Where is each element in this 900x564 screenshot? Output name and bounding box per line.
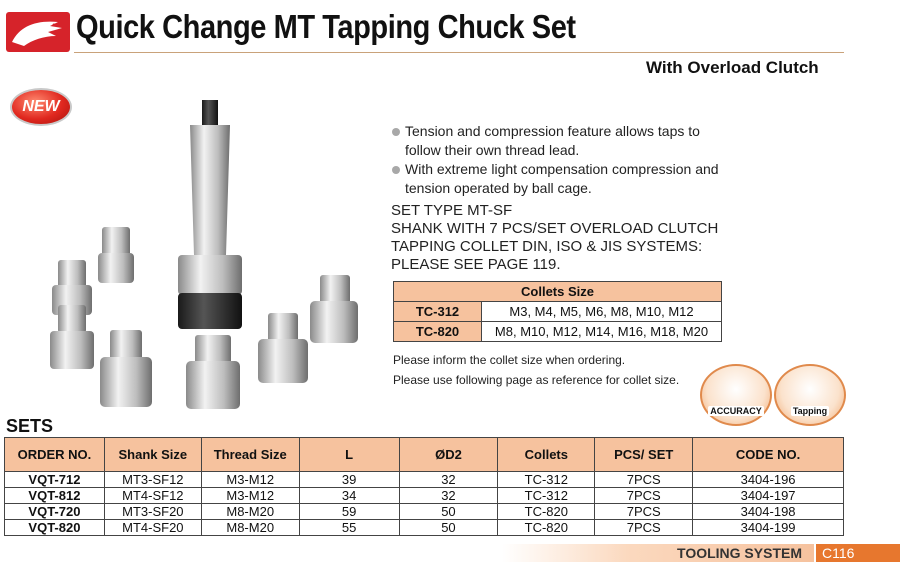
product-photo — [40, 95, 380, 415]
collet-sizes: M3, M4, M5, M6, M8, M10, M12 — [482, 302, 722, 322]
thread-size-cell: M8-M20 — [201, 504, 299, 520]
sets-header-row — [5, 438, 844, 472]
collet-code: TC-820 — [394, 322, 482, 342]
tapping-icon — [774, 364, 846, 426]
column-header-d2: ØD2 — [399, 438, 498, 472]
order-no-cell: VQT-720 — [5, 504, 105, 520]
set-type-description — [391, 202, 718, 274]
feature-bullet — [392, 160, 732, 198]
order-no-cell: VQT-820 — [5, 520, 105, 536]
column-header-collets: Collets — [498, 438, 595, 472]
table-row — [5, 472, 844, 488]
feature-bullet — [392, 122, 732, 160]
bullet-dot-icon — [392, 128, 400, 136]
footer-section-label: TOOLING SYSTEM — [502, 544, 814, 562]
code-no-cell: 3404-196 — [693, 472, 844, 488]
l-cell: 55 — [299, 520, 399, 536]
d2-cell: 32 — [399, 488, 498, 504]
table-row — [5, 504, 844, 520]
collet-7 — [310, 275, 358, 343]
set-type-line: TAPPING COLLET DIN, ISO & JIS SYSTEMS: — [391, 238, 703, 255]
code-no-cell: 3404-198 — [693, 504, 844, 520]
pcs-set-cell: 7PCS — [595, 472, 693, 488]
shank-size-cell: MT4-SF20 — [104, 520, 201, 536]
column-header-code-no: CODE NO. — [693, 438, 844, 472]
collets-cell: TC-312 — [498, 472, 595, 488]
collet-code: TC-312 — [394, 302, 482, 322]
pcs-set-cell: 7PCS — [595, 504, 693, 520]
column-header-l: L — [299, 438, 399, 472]
collet-4 — [100, 330, 152, 407]
column-header-order-no: ORDER NO. — [5, 438, 105, 472]
accuracy-label: ACCURACY — [710, 406, 762, 416]
column-header-pcs-set: PCS/ SET — [595, 438, 693, 472]
collet-1 — [98, 227, 134, 283]
brand-logo — [6, 12, 70, 52]
order-no-cell: VQT-712 — [5, 472, 105, 488]
shank-size-cell: MT3-SF12 — [104, 472, 201, 488]
table-row — [5, 520, 844, 536]
column-header-shank-size: Shank Size — [104, 438, 201, 472]
collets-cell: TC-820 — [498, 504, 595, 520]
d2-cell: 32 — [399, 472, 498, 488]
new-badge: NEW — [10, 88, 72, 126]
l-cell: 34 — [299, 488, 399, 504]
mt-shank-chuck — [178, 100, 242, 329]
set-type-line: SHANK WITH 7 PCS/SET OVERLOAD CLUTCH — [391, 220, 719, 237]
collet-5 — [186, 335, 240, 409]
collet-6 — [258, 313, 308, 383]
reference-note: Please use following page as reference for collet size. — [393, 373, 680, 387]
shank-size-cell: MT3-SF20 — [104, 504, 201, 520]
collets-cell: TC-312 — [498, 488, 595, 504]
page-number: C116 — [816, 544, 900, 562]
shank-size-cell: MT4-SF12 — [104, 488, 201, 504]
d2-cell: 50 — [399, 504, 498, 520]
thread-size-cell: M8-M20 — [201, 520, 299, 536]
bullet-dot-icon — [392, 166, 400, 174]
set-type-line: PLEASE SEE PAGE 119. — [391, 256, 561, 273]
thread-size-cell: M3-M12 — [201, 472, 299, 488]
tapping-label: Tapping — [792, 406, 828, 416]
collet-row — [394, 302, 722, 322]
collet-sizes: M8, M10, M12, M14, M16, M18, M20 — [482, 322, 722, 342]
l-cell: 39 — [299, 472, 399, 488]
l-cell: 59 — [299, 504, 399, 520]
sets-heading: SETS — [6, 416, 54, 436]
feature-text: Tension and compression feature allows taps to follow their own thread lead. — [405, 123, 700, 158]
pcs-set-cell: 7PCS — [595, 488, 693, 504]
d2-cell: 50 — [399, 520, 498, 536]
thread-size-cell: M3-M12 — [201, 488, 299, 504]
accuracy-icon — [700, 364, 772, 426]
collet-row — [394, 322, 722, 342]
collets-size-table — [393, 281, 722, 342]
page-title: Quick Change MT Tapping Chuck Set — [76, 8, 576, 45]
code-no-cell: 3404-199 — [693, 520, 844, 536]
table-row — [5, 488, 844, 504]
column-header-thread-size: Thread Size — [201, 438, 299, 472]
ordering-note: Please inform the collet size when ordering. — [393, 353, 626, 367]
title-divider — [74, 52, 844, 53]
page-subtitle: With Overload Clutch — [646, 58, 819, 77]
feature-list — [392, 122, 732, 198]
code-no-cell: 3404-197 — [693, 488, 844, 504]
eagle-logo-icon — [6, 12, 70, 52]
feature-text: With extreme light compensation compression and tension operated by ball cage. — [405, 161, 719, 196]
pcs-set-cell: 7PCS — [595, 520, 693, 536]
set-type-line: SET TYPE MT-SF — [391, 202, 513, 219]
order-no-cell: VQT-812 — [5, 488, 105, 504]
sets-table — [4, 437, 844, 536]
collets-size-header: Collets Size — [394, 282, 722, 302]
collets-cell: TC-820 — [498, 520, 595, 536]
